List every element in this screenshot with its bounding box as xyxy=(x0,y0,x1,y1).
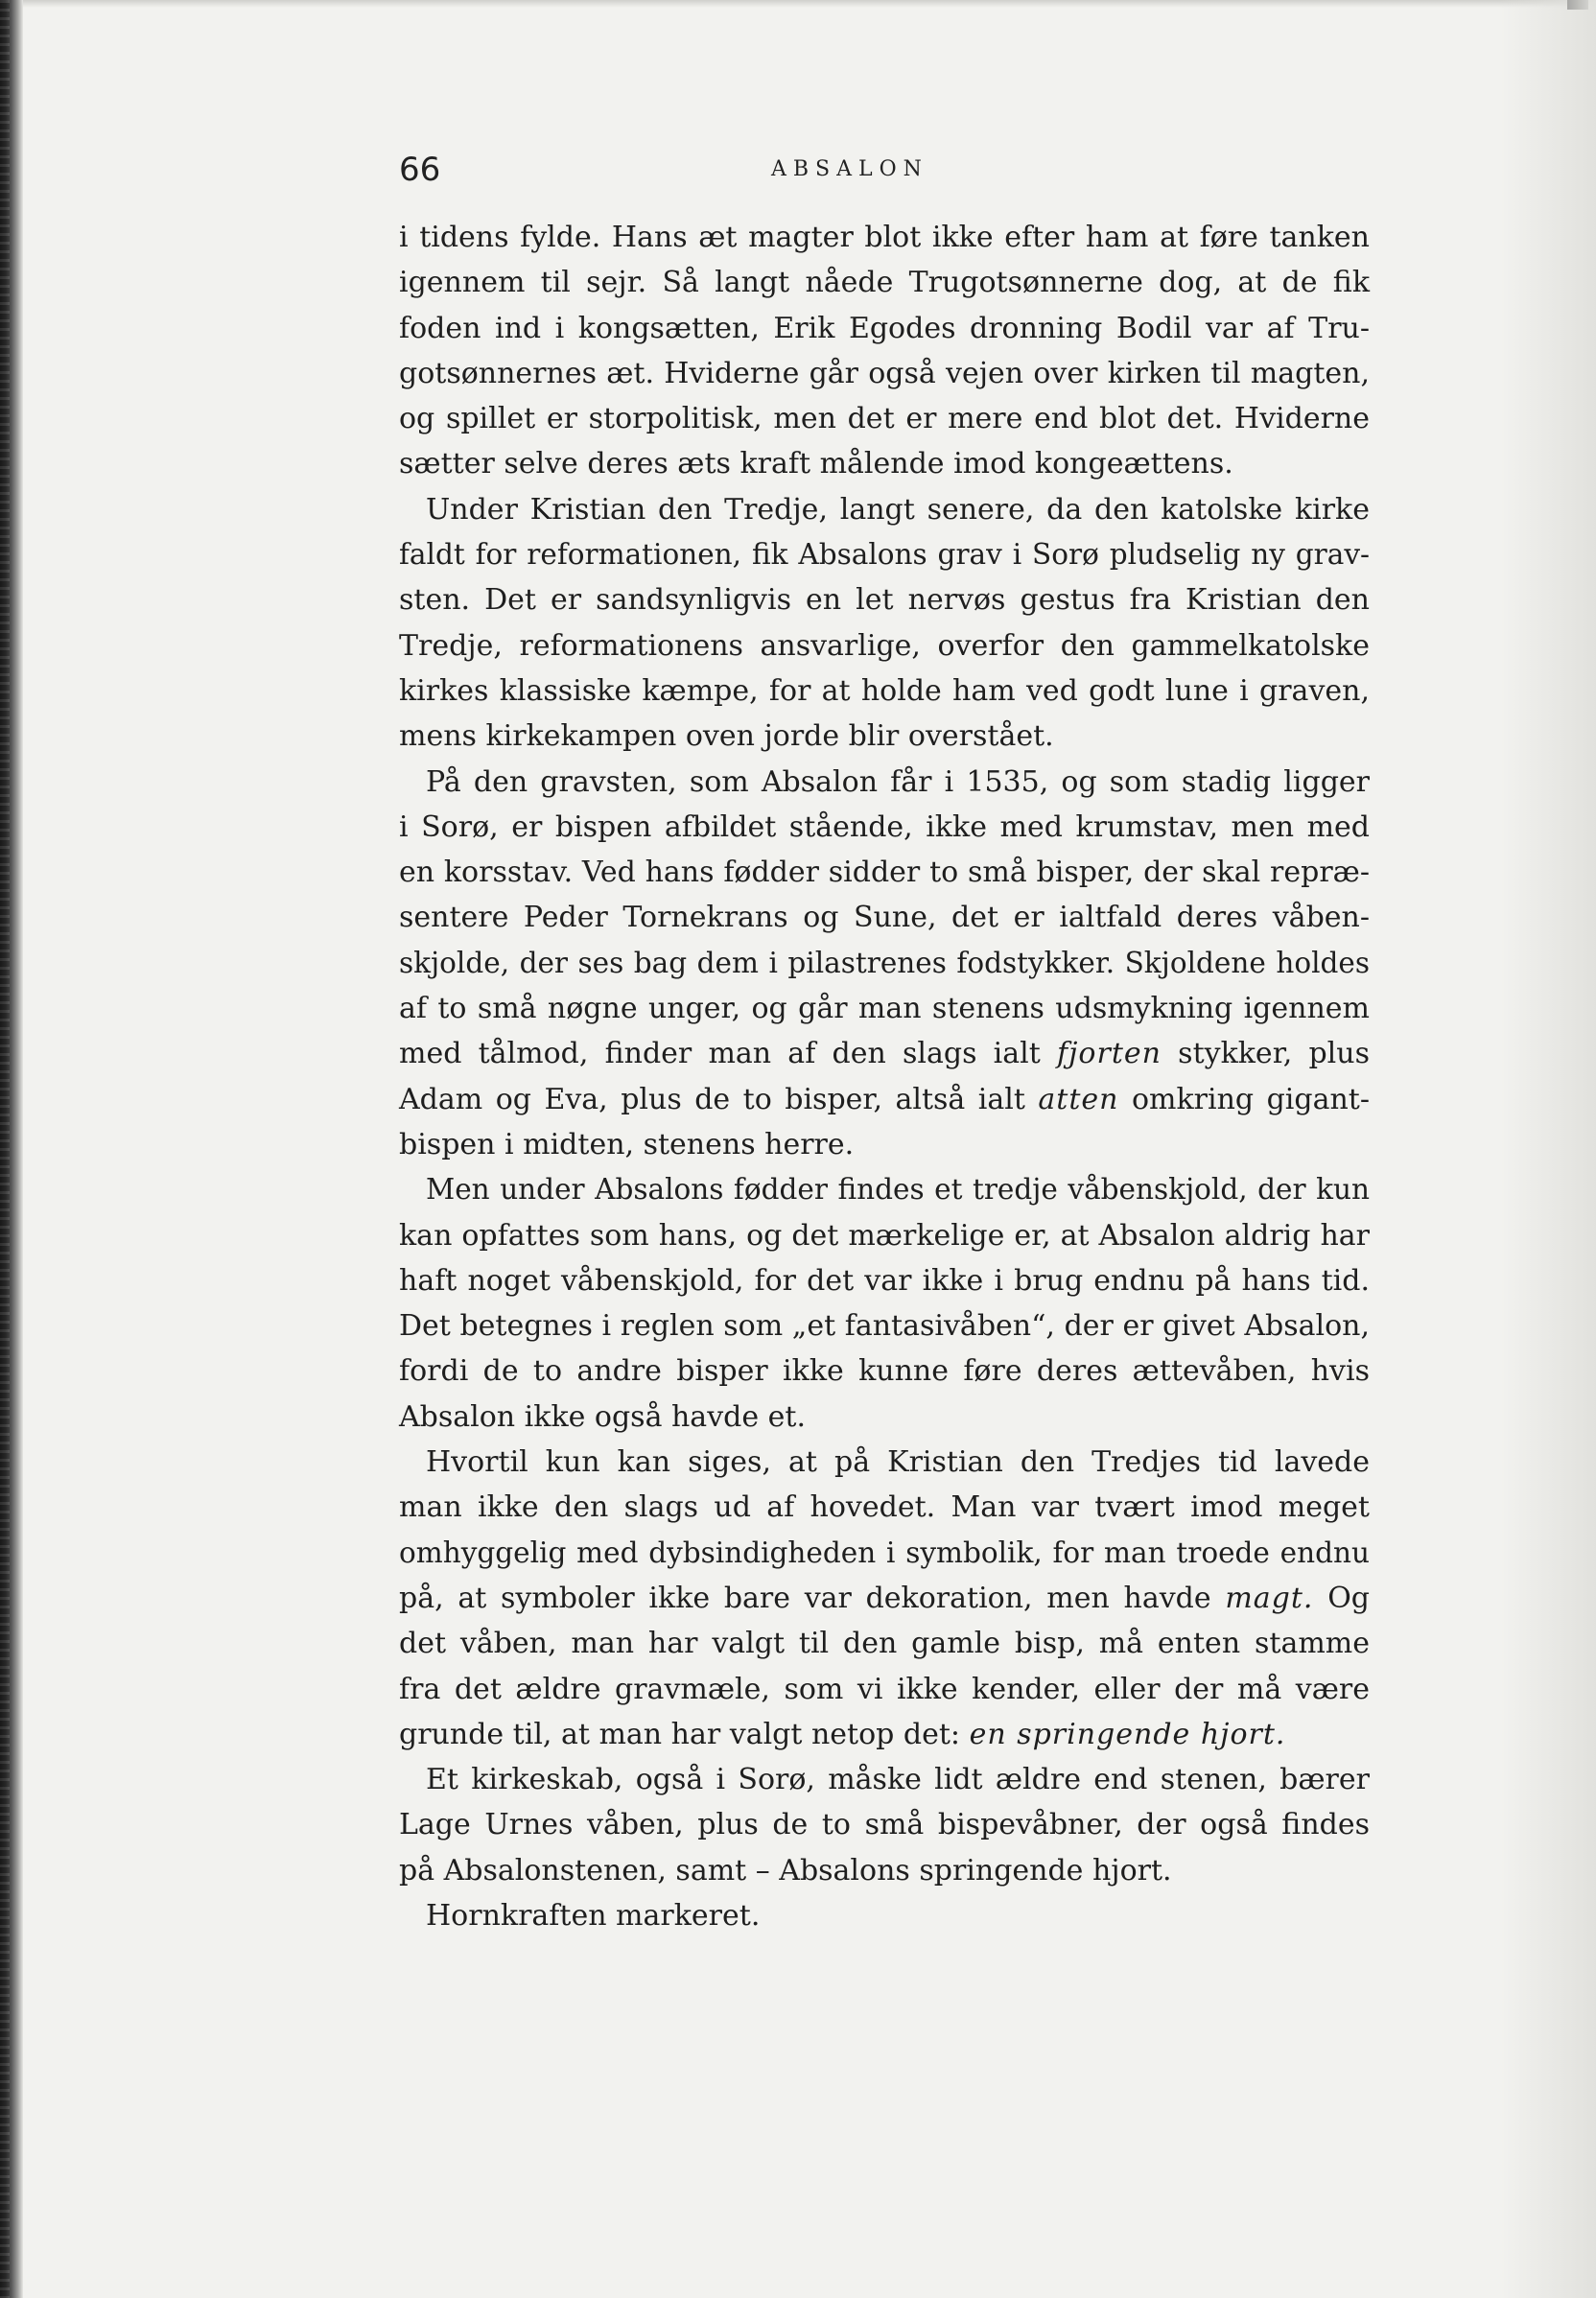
text-line: kirkes klassiske kæmpe, for at holde ham ved godt lune i graven, xyxy=(399,673,1370,708)
text-line: fra det ældre gravmæle, som vi ikke kender, eller der må være xyxy=(399,1672,1370,1706)
text-line: sten. Det er sandsynligvis en let nervøs gestus fra Kristian den xyxy=(399,583,1370,618)
text-line: Men under Absalons fødder findes et tredje våbenskjold, der kun xyxy=(426,1173,1370,1207)
text-segment: med tålmod, finder man af den slags ialt xyxy=(399,1037,1058,1071)
text-line: mens kirkekampen oven jorde blir overstået. xyxy=(399,719,1054,754)
text-line: Under Kristian den Tredje, langt senere, da den katolske kirke xyxy=(426,492,1370,527)
text-line: skjolde, der ses bag dem i pilastrenes fodstykker. Skjoldene holdes xyxy=(399,946,1370,979)
binding-edge xyxy=(0,0,23,2298)
text-line: en korsstav. Ved hans fødder sidder to små bisper, der skal repræ- xyxy=(399,856,1370,890)
text-line: Hornkraften markeret. xyxy=(426,1898,761,1933)
text-line: fordi de to andre bisper ikke kunne føre deres ættevåben, hvis xyxy=(399,1354,1370,1389)
text-line: Absalon ikke også havde et. xyxy=(399,1399,806,1434)
text-segment: omkring gigant- xyxy=(1118,1082,1370,1116)
text-segment: stykker, plus xyxy=(1161,1037,1370,1071)
italic-word: magt. xyxy=(1225,1581,1314,1615)
text-segment: på, at symboler ikke bare var dekoration, men havde xyxy=(399,1581,1226,1615)
text-line: igennem til sejr. Så langt nåede Trugotsønnerne dog, at de fik xyxy=(399,266,1370,300)
text-line-with-italic xyxy=(399,1077,1370,1122)
text-line: sentere Peder Tornekrans og Sune, det er ialtfald deres våben- xyxy=(399,901,1370,935)
running-title: ABSALON xyxy=(771,157,928,181)
page-shading xyxy=(1500,0,1596,2298)
text-line: Hvortil kun kan siges, at på Kristian den Tredjes tid lavede xyxy=(426,1445,1370,1480)
text-line-with-italic xyxy=(399,1576,1370,1621)
text-line: sætter selve deres æts kraft målende imod kongeættens. xyxy=(399,447,1233,481)
text-line: foden ind i kongsætten, Erik Egodes dronning Bodil var af Tru- xyxy=(399,311,1370,345)
text-line: Tredje, reformationens ansvarlige, overfor den gammelkatolske xyxy=(399,628,1370,663)
body-text xyxy=(399,215,1370,1938)
text-line: det våben, man har valgt til den gamle bisp, må enten stamme xyxy=(399,1627,1370,1661)
text-line: i Sorø, er bispen afbildet stående, ikke med krumstav, men med xyxy=(399,809,1370,844)
text-line: kan opfattes som hans, og det mærkelige er, at Absalon aldrig har xyxy=(399,1218,1370,1253)
text-line: af to små nøgne unger, og går man stenens udsmykning igennem xyxy=(399,992,1370,1026)
text-line: på Absalonstenen, samt – Absalons springende hjort. xyxy=(399,1853,1172,1888)
text-segment: grunde til, at man har valgt netop det: xyxy=(399,1717,970,1751)
text-line: omhyggelig med dybsindigheden i symbolik, for man troede endnu xyxy=(399,1536,1370,1569)
italic-phrase: en springende hjort. xyxy=(969,1717,1286,1751)
page-header xyxy=(399,146,1368,194)
page-number: 66 xyxy=(399,151,441,189)
text-line-with-italic xyxy=(399,1031,1370,1076)
text-line: gotsønnernes æt. Hviderne går også vejen over kirken til magten, xyxy=(399,356,1370,390)
text-line: bispen i midten, stenens herre. xyxy=(399,1127,855,1161)
text-line: haft noget våbenskjold, for det var ikke i brug endnu på hans tid. xyxy=(399,1263,1370,1298)
text-line: På den gravsten, som Absalon får i 1535, og som stadig ligger xyxy=(426,764,1370,799)
italic-word: fjorten xyxy=(1057,1037,1162,1071)
italic-word: atten xyxy=(1038,1082,1119,1116)
text-line: Et kirkeskab, også i Sorø, måske lidt ældre end stenen, bærer xyxy=(426,1763,1370,1797)
text-line: Det betegnes i reglen som „et fantasivåben“, der er givet Absalon, xyxy=(399,1309,1370,1344)
text-segment: Og xyxy=(1313,1581,1370,1615)
text-line: faldt for reformationen, fik Absalons grav i Sorø pludselig ny grav- xyxy=(399,538,1370,572)
text-line: man ikke den slags ud af hovedet. Man var tvært imod meget xyxy=(399,1490,1370,1525)
text-line: Lage Urnes våben, plus de to små bispevåbner, der også findes xyxy=(399,1808,1370,1842)
text-segment: Adam og Eva, plus de to bisper, altså ialt xyxy=(399,1082,1039,1116)
text-line: i tidens fylde. Hans æt magter blot ikke efter ham at føre tanken xyxy=(399,221,1370,254)
text-line: og spillet er storpolitisk, men det er mere end blot det. Hviderne xyxy=(399,402,1370,436)
page-top-edge xyxy=(0,0,1596,8)
text-line-with-italic xyxy=(399,1712,1370,1757)
